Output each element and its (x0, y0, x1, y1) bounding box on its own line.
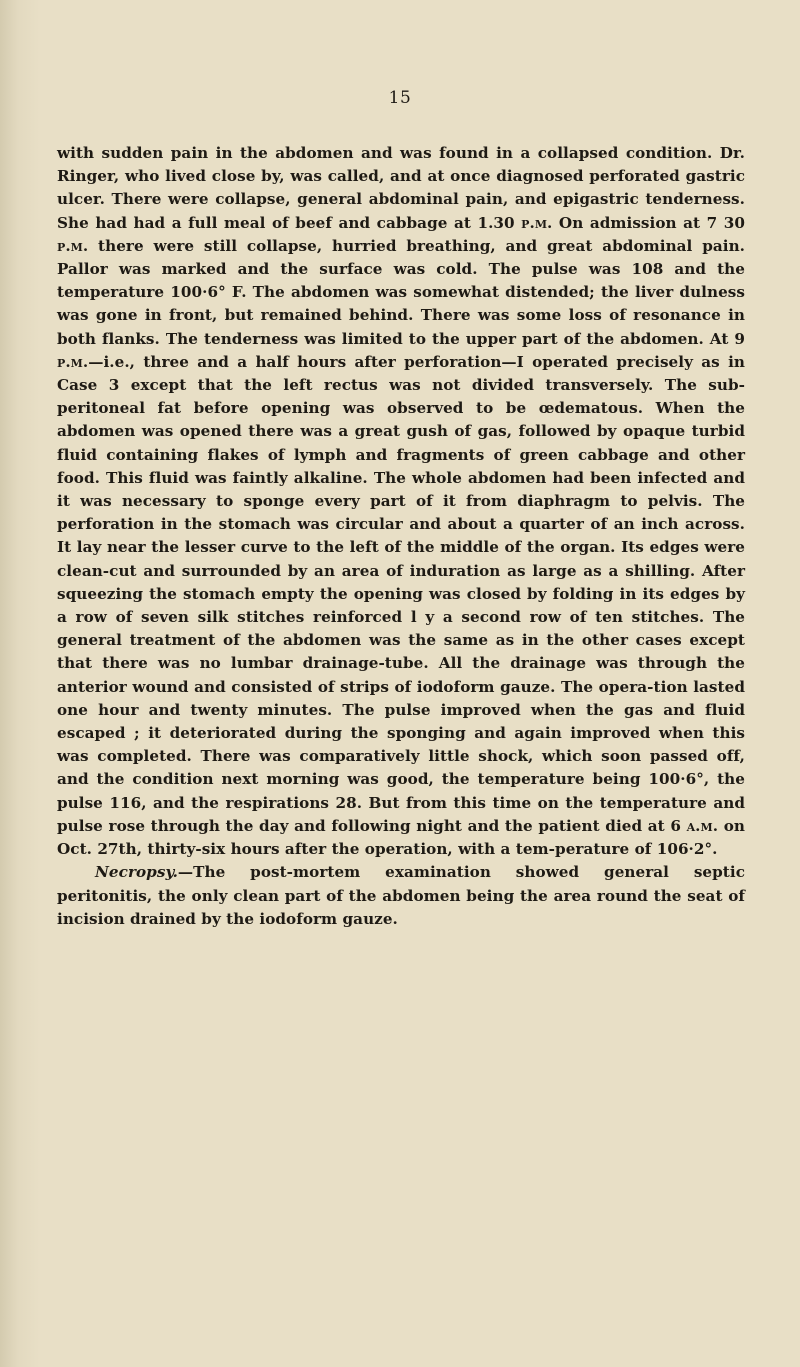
text-run: On admission at 7 30 (552, 213, 745, 232)
page-number: 15 (388, 88, 412, 108)
body-text (57, 142, 745, 931)
time-abbrev: p.m. (57, 236, 89, 255)
necropsy-heading: Necropsy. (95, 863, 178, 882)
text-run: there were still collapse, hurried breathing, and great abdominal pain. Pallor was marked and the surface was cold. The pulse was 108 and the temperature 100·6° F. The abdomen was somewhat distended; the liver dulness was gone in front, but remained behind. There was some loss of resonance in both flanks. The tenderness was limited to the upper part of the abdomen. At 9 (57, 236, 745, 348)
text-run: —i.e., three and a half hours after perforation—I operated precisely as in Case 3 except that the left rectus was not divided transversely. The sub-peritoneal fat before opening was observed to be œdematous. When the abdomen was opened there was a great gush of gas, followed by opaque turbid fluid containing flakes of lymph and fragments of green cabbage and other food. This fluid was faintly alkaline. The whole abdomen had been infected and it was necessary to sponge every part of it from diaphragm to pelvis. The perforation in the stomach was circular and about a quarter of an inch across. It lay near the lesser curve to the left of the middle of the organ. Its edges were clean-cut and surrounded by an area of induration as large as a shilling. After squeezing the stomach empty the opening was closed by folding in its edges by a row of seven silk stitches reinforced l y a second row of ten stitches. The general treatment of the abdomen was the same as in the other cases except that there was no lumbar drainage-tube. All the drainage was through the anterior wound and consisted of strips of iodoform gauze. The opera-tion lasted one hour and twenty minutes. The pulse improved when the gas and fluid escaped ; it deteriorated during the sponging and again improved when this was completed. There was comparatively little shock, which soon passed off, and the condition next morning was good, the temperature being 100·6°, the pulse 116, and the respirations 28. But from this time on the temperature and pulse rose through the day and following night and the patient died at 6 (57, 352, 745, 835)
case-paragraph (57, 142, 745, 861)
text-run: on Oct. 27th, thirty-six hours after the operation, with a tem-perature of 106·2°. (57, 816, 745, 859)
time-abbrev: a.m. (686, 816, 719, 835)
time-abbrev: p.m. (57, 352, 89, 371)
necropsy-text: —The post-mortem examination showed general septic peritonitis, the only clean part of the abdomen being the area round the seat of incision drained by the iodoform gauze. (57, 863, 745, 928)
time-abbrev: p.m. (521, 213, 553, 232)
necropsy-paragraph (57, 861, 745, 931)
text-run: with sudden pain in the abdomen and was found in a collapsed condition. Dr. Ringer, who lived close by, was called, and at once diagnosed perforated gastric ulcer. There were collapse, general abdominal pain, and epigastric tenderness. She had had a full meal of beef and cabbage at 1.30 (57, 144, 745, 232)
